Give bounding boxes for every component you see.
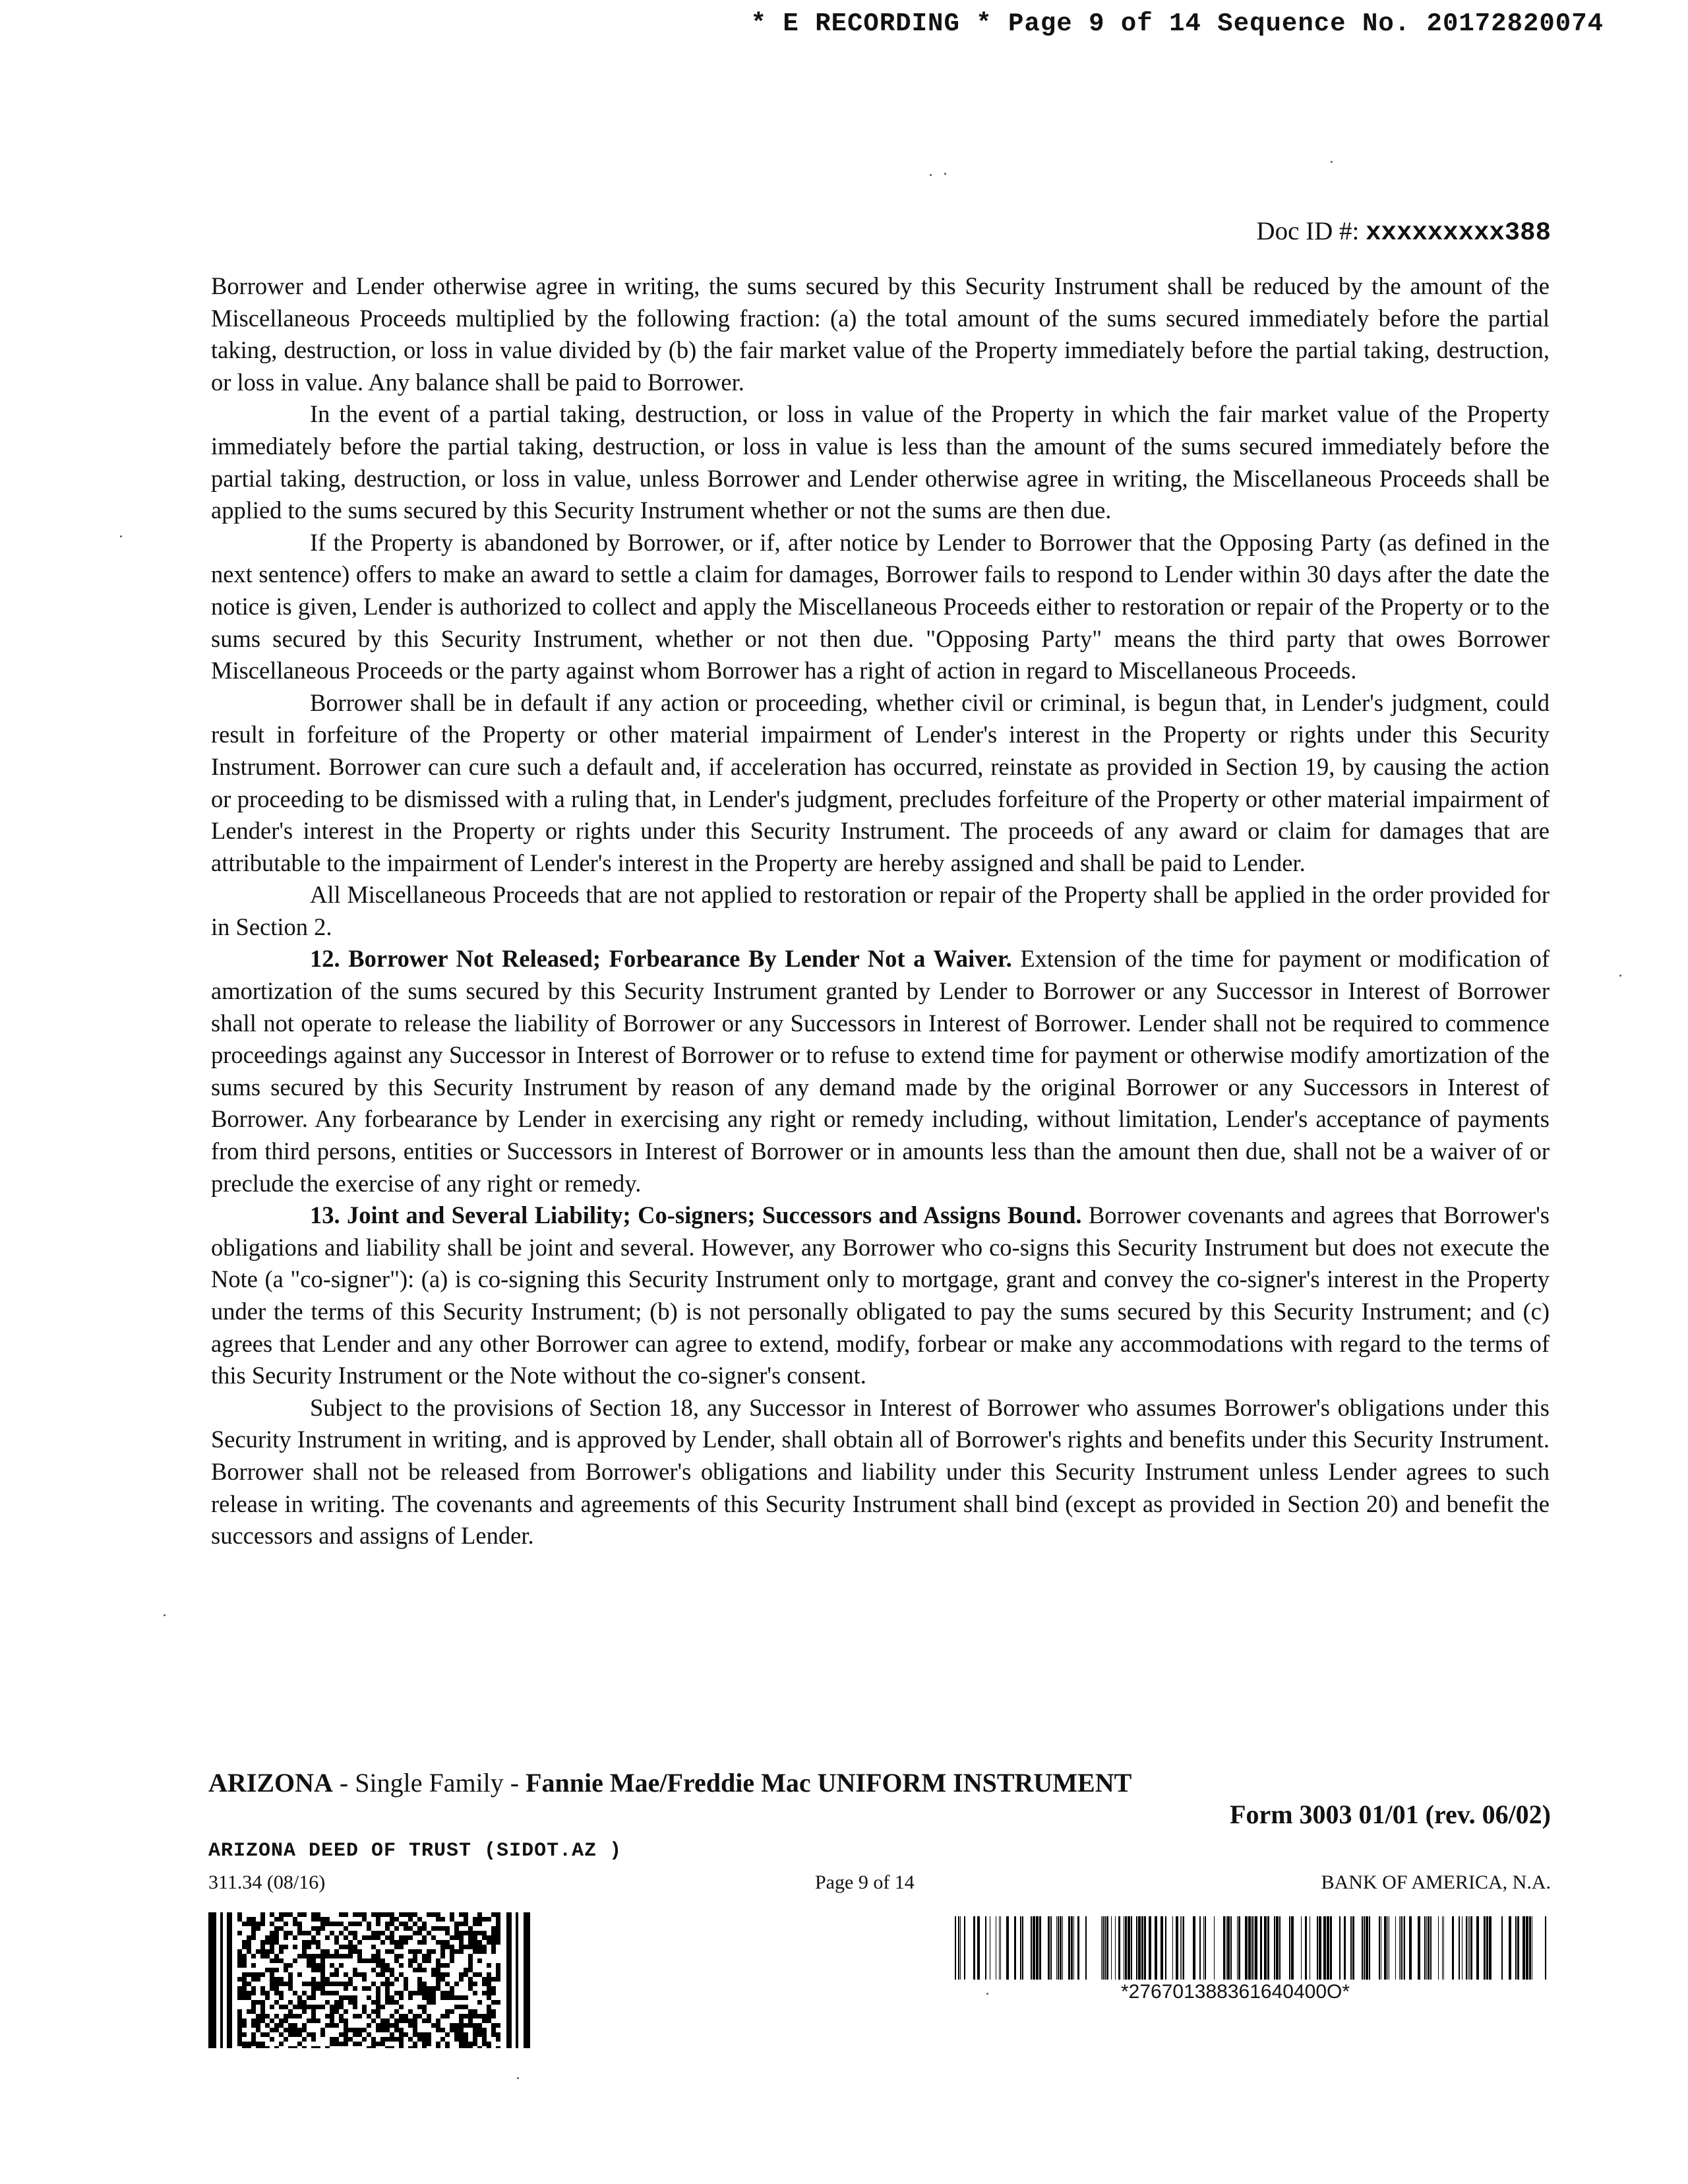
footer-instrument-line bbox=[208, 1767, 1131, 1798]
doc-id bbox=[1256, 216, 1551, 247]
scan-speck bbox=[944, 173, 946, 175]
doc-id-label: Doc ID #: bbox=[1256, 217, 1360, 245]
footer-state: ARIZONA bbox=[208, 1768, 333, 1798]
footer-sep: - Single Family - bbox=[332, 1768, 526, 1798]
paragraph-proceeds-order: All Miscellaneous Proceeds that are not applied to restoration or repair of the Property shall be applied in the order provided for in Section 2. bbox=[211, 881, 1550, 940]
barcode-number: *276701388361640400O* bbox=[1121, 1981, 1350, 2003]
recording-header: * E RECORDING * Page 9 of 14 Sequence No. 20172820074 bbox=[750, 9, 1604, 38]
scan-speck bbox=[517, 2077, 519, 2079]
section-12 bbox=[211, 943, 1550, 1199]
scan-speck bbox=[986, 1993, 988, 1995]
linear-barcode bbox=[955, 1916, 1548, 1980]
paragraph-partial-taking: In the event of a partial taking, destruction, or loss in value of the Property in which the fair market value of the Property immediately before the partial taking, destruction, or loss in value is less than the amount of the sums secured immediately before the partial taking, destruction, or loss in value, unless Borrower and Lender otherwise agree in writing, the Miscellaneous Proceeds shall be applied to the sums secured by this Security Instrument whether or not the sums are then due. bbox=[211, 400, 1550, 524]
section-13-heading: 13. Joint and Several Liability; Co-signers; Successors and Assigns Bound. bbox=[310, 1201, 1082, 1229]
footer-page-number: Page 9 of 14 bbox=[815, 1871, 915, 1893]
doc-id-value: xxxxxxxxx388 bbox=[1366, 218, 1551, 247]
paragraph-abandoned-property: If the Property is abandoned by Borrower, or if, after notice by Lender to Borrower that the Opposing Party (as defined in the next sentence) offers to make an award to settle a claim for damages, Borrower fails to respond to Lender within 30 days after the date the notice is given, Lender is authorized to collect and apply the Miscellaneous Proceeds either to restoration or repair of the Property or to the sums secured by this Security Instrument, whether or not then due. "Opposing Party" means the third party that owes Borrower Miscellaneous Proceeds or the party against whom Borrower has a right of action in regard to Miscellaneous Proceeds. bbox=[211, 528, 1550, 684]
footer-deed: ARIZONA DEED OF TRUST (SIDOT.AZ ) bbox=[208, 1840, 622, 1862]
scan-speck bbox=[1619, 975, 1621, 977]
paragraph-continuation: Borrower and Lender otherwise agree in writing, the sums secured by this Security Instrument shall be reduced by the amount of the Miscellaneous Proceeds multiplied by the following fraction: (a) the total amount of the sums secured immediately before the partial taking, destruction, or loss in value divided by (b) the fair market value of the Property immediately before the partial taking, destruction, or loss in value. Any balance shall be paid to Borrower. bbox=[211, 272, 1550, 396]
section-13-text: Borrower covenants and agrees that Borrower's obligations and liability shall be joint and several. However, any Borrower who co-signs this Security Instrument but does not execute the Note (a "co-signer"): (a) is co-signing this Security Instrument only to mortgage, grant and convey the co-signer's interest in the Property under the terms of this Security Instrument; (b) is not personally obligated to pay the sums secured by this Security Instrument; and (c) agrees that Lender and any other Borrower can agree to extend, modify, forbear or make any accommodations with regard to the terms of this Security Instrument or the Note without the co-signer's consent. bbox=[211, 1201, 1550, 1389]
scan-speck bbox=[1331, 161, 1333, 163]
scan-speck bbox=[164, 1614, 166, 1616]
scan-speck bbox=[120, 535, 122, 537]
2d-barcode bbox=[208, 1912, 531, 2048]
footer-bank: BANK OF AMERICA, N.A. bbox=[1321, 1871, 1551, 1893]
paragraph-default: Borrower shall be in default if any action or proceeding, whether civil or criminal, is begun that, in Lender's judgment, could result in forfeiture of the Property or other material impairment of Lender's interest in the Property or rights under this Security Instrument. Borrower can cure such a default and, if acceleration has occurred, reinstate as provided in Section 19, by causing the action or proceeding to be dismissed with a ruling that, in Lender's judgment, precludes forfeiture of the Property or other material impairment of Lender's interest in the Property or rights under this Security Instrument. The proceeds of any award or claim for damages that are attributable to the impairment of Lender's interest in the Property are hereby assigned and shall be paid to Lender. bbox=[211, 688, 1550, 876]
section-12-heading: 12. Borrower Not Released; Forbearance By Lender Not a Waiver. bbox=[310, 945, 1012, 973]
footer-agency: Fannie Mae/Freddie Mac UNIFORM INSTRUMENT bbox=[526, 1768, 1132, 1798]
section-13 bbox=[211, 1199, 1550, 1392]
scan-speck bbox=[930, 174, 932, 176]
footer-form-number: 311.34 (08/16) bbox=[208, 1871, 326, 1893]
section-12-text: Extension of the time for payment or modification of amortization of the sums secured by this Security Instrument granted by Lender to Borrower or any Successor in Interest of Borrower shall not operate to release the liability of Borrower or any Successors in Interest of Borrower. Lender shall not be required to commence proceedings against any Successor in Interest of Borrower or to refuse to extend time for payment or otherwise modify amortization of the sums secured by this Security Instrument by reason of any demand made by the original Borrower or any Successors in Interest of Borrower. Any forbearance by Lender in exercising any right or remedy including, without limitation, Lender's acceptance of payments from third persons, entities or Successors in Interest of Borrower or in amounts less than the amount then due, shall not be a waiver of or preclude the exercise of any right or remedy. bbox=[211, 945, 1550, 1197]
paragraph-successors: Subject to the provisions of Section 18, any Successor in Interest of Borrower who assumes Borrower's obligations under this Security Instrument in writing, and is approved by Lender, shall obtain all of Borrower's rights and benefits under this Security Instrument. Borrower shall not be released from Borrower's obligations and liability under this Security Instrument unless Lender agrees to such release in writing. The covenants and agreements of this Security Instrument shall bind (except as provided in Section 20) and benefit the successors and assigns of Lender. bbox=[211, 1393, 1550, 1550]
footer-form: Form 3003 01/01 (rev. 06/02) bbox=[1230, 1800, 1551, 1829]
body-text bbox=[211, 270, 1550, 1552]
